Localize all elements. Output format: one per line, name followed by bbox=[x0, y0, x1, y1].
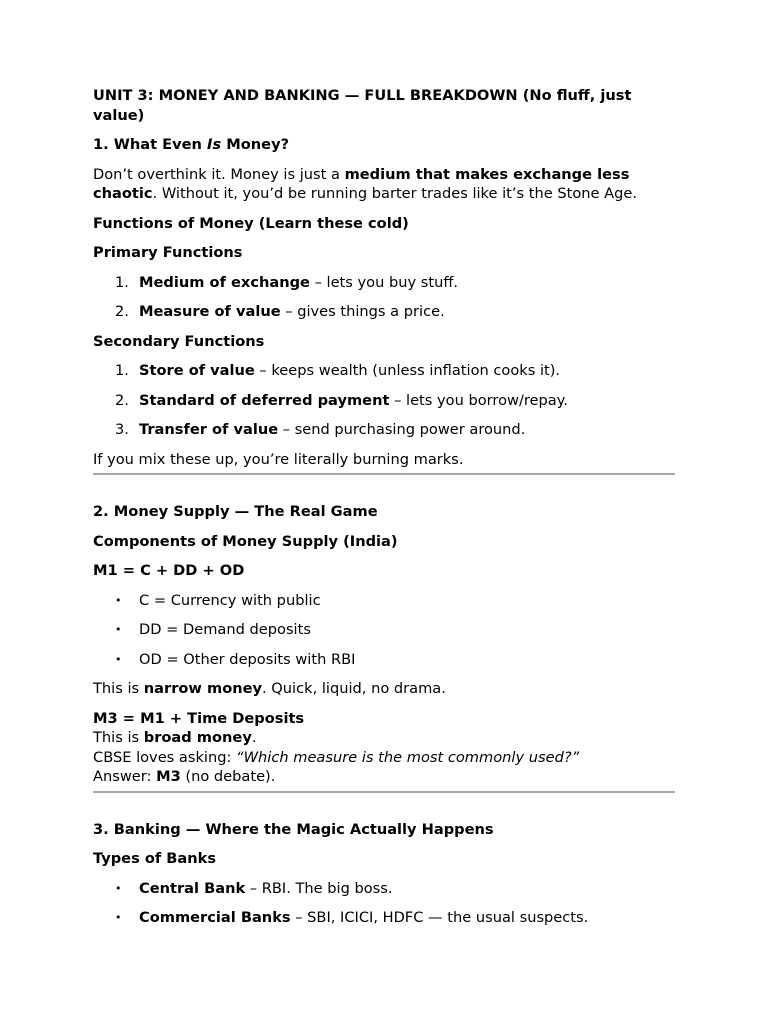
narrow-money-note: This is narrow money. Quick, liquid, no drama. bbox=[93, 680, 446, 697]
list-item: 1. Store of value – keeps wealth (unless inflation cooks it). bbox=[115, 362, 561, 379]
section-1-heading: 1. What Even Is Money? bbox=[93, 136, 290, 153]
cbse-answer: Answer: M3 (no debate). bbox=[93, 768, 276, 785]
document-title: UNIT 3: MONEY AND BANKING — FULL BREAKDOWN (No fluff, just value) bbox=[93, 87, 632, 124]
section-divider bbox=[93, 791, 675, 793]
section-1-closing: If you mix these up, you’re literally burning marks. bbox=[93, 450, 464, 468]
list-item: 1. Medium of exchange – lets you buy stuff. bbox=[115, 273, 459, 291]
section-3-heading: 3. Banking — Where the Magic Actually Happens bbox=[93, 820, 494, 838]
section-1-intro: Don’t overthink it. Money is just a medium that makes exchange less chaotic. Without it, you’d be running barter trades like it’s the Stone Age. bbox=[93, 165, 637, 202]
list-item: 3. Transfer of value – send purchasing power around. bbox=[115, 421, 526, 438]
secondary-functions-heading: Secondary Functions bbox=[93, 332, 265, 350]
list-item: • Central Bank – RBI. The big boss. bbox=[115, 879, 393, 897]
section-2-heading: 2. Money Supply — The Real Game bbox=[93, 503, 378, 520]
list-item: 2. Standard of deferred payment – lets you borrow/repay. bbox=[115, 391, 568, 409]
m1-formula: M1 = C + DD + OD bbox=[93, 562, 245, 579]
list-item: • C = Currency with public bbox=[115, 591, 321, 609]
primary-functions-heading: Primary Functions bbox=[93, 244, 243, 261]
list-item: • Commercial Banks – SBI, ICICI, HDFC — the usual suspects. bbox=[115, 909, 589, 926]
m1-components-list bbox=[93, 591, 677, 670]
broad-money-note: This is broad money. bbox=[93, 729, 257, 746]
cbse-question: CBSE loves asking: “Which measure is the most commonly used?” bbox=[93, 748, 580, 766]
types-of-banks-heading: Types of Banks bbox=[93, 850, 217, 867]
bank-types-list bbox=[93, 879, 677, 928]
primary-functions-list bbox=[93, 273, 677, 322]
secondary-functions-list bbox=[93, 361, 677, 440]
functions-heading: Functions of Money (Learn these cold) bbox=[93, 214, 409, 232]
components-heading: Components of Money Supply (India) bbox=[93, 532, 398, 550]
list-item: • OD = Other deposits with RBI bbox=[115, 650, 356, 668]
list-item: • DD = Demand deposits bbox=[115, 621, 311, 638]
list-item: 2. Measure of value – gives things a price. bbox=[115, 303, 445, 320]
document-page bbox=[93, 86, 677, 938]
m3-formula: M3 = M1 + Time Deposits bbox=[93, 709, 305, 727]
section-divider bbox=[93, 473, 675, 475]
